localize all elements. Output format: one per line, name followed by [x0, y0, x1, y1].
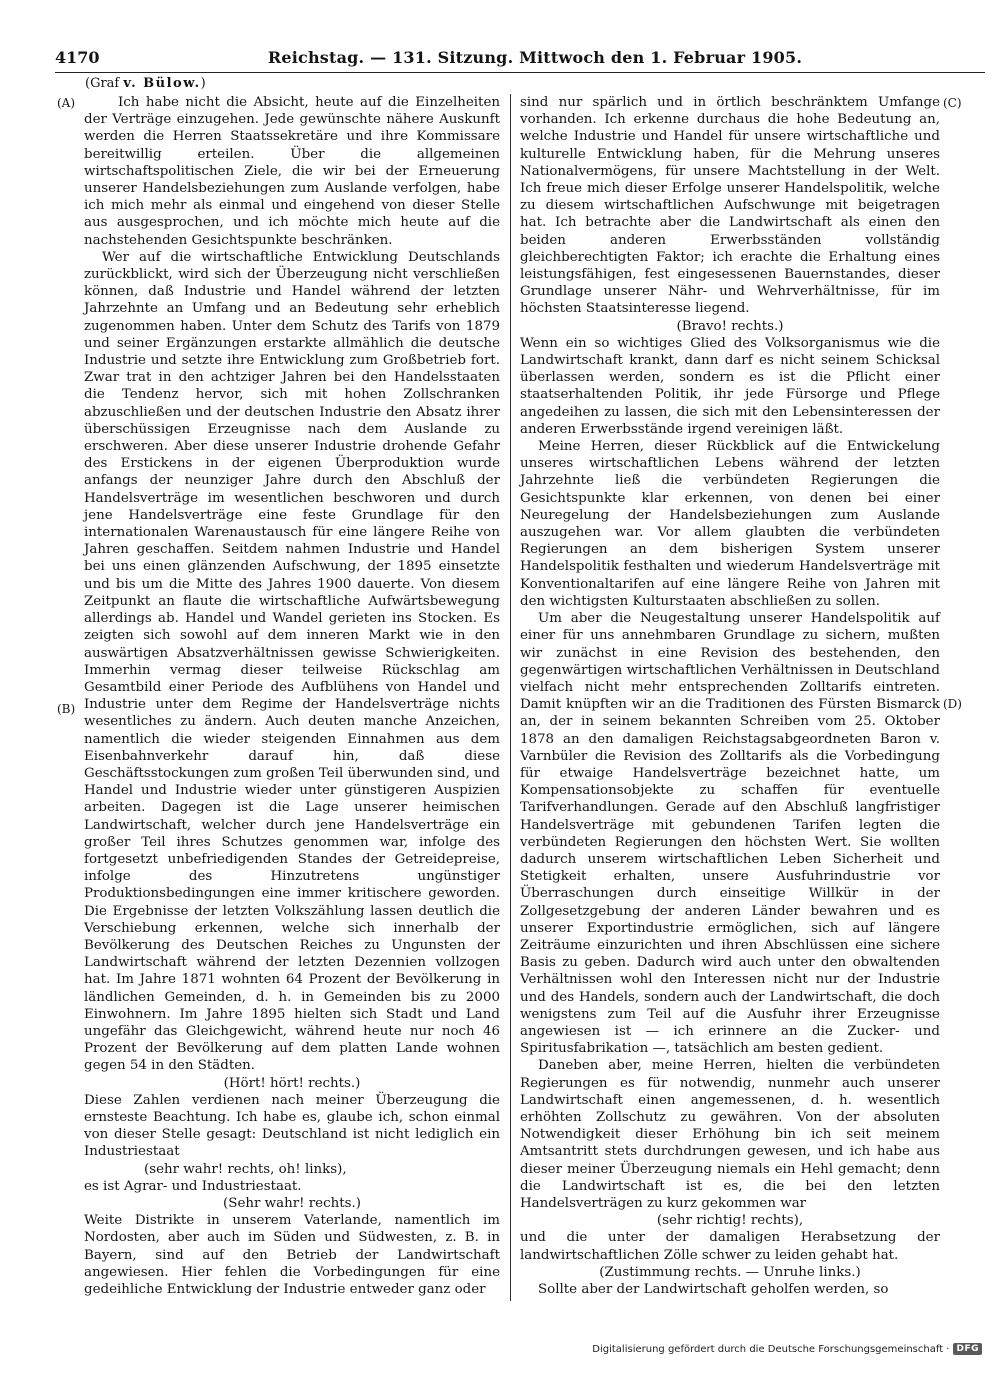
- speaker-suffix: ): [200, 76, 206, 91]
- footer-text: Digitalisierung gefördert durch die Deutsche Forschungsgemeinschaft ·: [592, 1343, 950, 1355]
- paragraph: und die unter der damaligen Herabsetzung der landwirtschaftlichen Zölle schwer zu leiden gehabt hat.: [520, 1230, 940, 1263]
- margin-mark-d: (D): [943, 697, 962, 711]
- paragraph: Wenn ein so wichtiges Glied des Volksorganismus wie die Landwirtschaft krankt, dann darf es nicht seinem Schicksal überlassen werden, sondern es ist die Pflicht einer staatserhaltenden Politik, ihr jede Fürsorge und Pflege angedeihen zu lassen, die sich mit den Lebensinteressen der anderen Erwerbsstände irgend vereinigen läßt.: [520, 335, 940, 437]
- paragraph: Ich habe nicht die Absicht, heute auf die Einzelheiten der Verträge einzugehen. Jede gewünschte nähere Auskunft werden die Herren Staatssekretäre und ihre Kommissare bereitwillig erteilen. Über die allgemeinen wirtschaftspolitischen Ziele, die wir bei der Erneuerung unserer Handelsbeziehungen zum Auslande verfolgen, habe ich mich mehr als einmal und eingehend von dieser Stelle aus ausgesprochen, und ich möchte mich heute auf die nachstehenden Gesichtspunkte beschränken.: [84, 95, 500, 248]
- interjection: (sehr wahr! rechts, oh! links),: [144, 1161, 347, 1177]
- paragraph: sind nur spärlich und in örtlich beschränktem Umfange vorhanden. Ich erkenne durchaus die hohe Bedeutung an, welche Industrie und Handel für unsere wirtschaftliche und kulturelle Entwicklung haben, für die Mehrung unseres Nationalvermögens, für unsere Machtstellung in der Welt. Ich freue mich dieser Erfolge unserer Handelspolitik, welche zu diesem wirtschaftlichen Aufschwunge mit beigetragen hat. Ich betrachte aber die Landwirtschaft als einen den beiden anderen Erwerbsständen vollständig gleichberechtigten Faktor; ich erachte die Erhaltung eines leistungsfähigen, fest eingesessenen Bauernstandes, dieser Grundlage unserer Nähr- und Wehrverhältnisse, für im höchsten Staatsinteresse liegend.: [520, 95, 940, 317]
- interjection: (Sehr wahr! rechts.): [223, 1196, 361, 1211]
- paragraph: Diese Zahlen verdienen nach meiner Überzeugung die ernsteste Beachtung. Ich habe es, glaube ich, schon einmal von dieser Stelle gesagt: Deutschland ist nicht lediglich ein Industriestaat: [84, 1092, 500, 1160]
- speaker-line: [85, 76, 206, 91]
- speaker-name: v. Bülow.: [123, 76, 201, 91]
- paragraph: Wer auf die wirtschaftliche Entwicklung Deutschlands zurückblickt, wird sich der Überzeugung nicht verschließen können, daß Industrie und Handel während der letzten Jahrzehnte an Umfang und an Bedeutung sehr erheblich zugenommen haben. Unter dem Schutz des Tarifs von 1879 und seiner Ergänzungen erstarkte allmählich die deutsche Industrie und setzte ihre Entwicklung zum Großbetrieb fort. Zwar trat in den achtziger Jahren bei den Handelsstaaten die Tendenz hervor, sich mit hohen Zollschranken abzuschließen und der deutschen Industrie den Absatz ihrer überschüssigen Erzeugnisse nach dem Auslande zu erschweren. Aber diese unserer Industrie drohende Gefahr des Erstickens in der eigenen Überproduktion wurde anfangs der neunziger Jahre durch den Abschluß der Handelsverträge im wesentlichen beschworen und durch jene Handelsverträge eine feste Grundlage für den internationalen Warenaustausch für eine längere Reihe von Jahren geschaffen. Seitdem nahmen Industrie und Handel bei uns einen glänzenden Aufschwung, der 1895 einsetzte und bis um die Mitte des Jahres 1900 dauerte. Von diesem Zeitpunkt an flaute die wirtschaftliche Aufwärtsbewegung allerdings ab. Handel und Wandel gerieten ins Stocken. Es zeigten sich sowohl auf dem inneren Markt wie in den auswärtigen Absatzverhältnissen gewisse Schwierigkeiten. Immerhin vermag dieser teilweise Rückschlag am Gesamtbild einer Periode des Aufblühens von Handel und Industrie unter dem Regime der Handelsverträge nichts wesentliches zu ändern. Auch deuten manche Anzeichen, namentlich die wieder steigenden Einnahmen aus dem Eisenbahnverkehr darauf hin, daß diese Geschäftsstockungen zum großen Teil überwunden sind, und Handel und Industrie wieder unter günstigeren Auspizien arbeiten. Dagegen ist die Lage unserer heimischen Landwirtschaft, welcher durch jene Handelsverträge ein großer Teil ihres Schutzes genommen war, infolge des fortgesetzt unbefriedigenden Standes der Getreidepreise, infolge des Hinzutretens ungünstiger Produktionsbedingungen eine immer kritischere geworden. Die Ergebnisse der letzten Volkszählung lassen deutlich die Verschiebung erkennen, welche sich innerhalb der Bevölkerung des Deutschen Reiches zu Ungunsten der Landwirtschaft während der letzten Dezennien vollzogen hat. Im Jahre 1871 wohnten 64 Prozent der Bevölkerung in ländlichen Gemeinden, d. h. in Gemeinden bis zu 2000 Einwohnern. Im Jahre 1895 hielten sich Stadt und Land ungefähr das Gleichgewicht, während heute nur noch 46 Prozent der Bevölkerung auf dem platten Lande wohnen gegen 54 in den Städten.: [84, 249, 500, 1074]
- paragraph: Um aber die Neugestaltung unserer Handelspolitik auf einer für uns annehmbaren Grundlage zu sichern, mußten wir zunächst in eine Revision des bestehenden, den gegenwärtigen wirtschaftlichen Verhältnissen in Deutschland vielfach nicht mehr entsprechenden Zolltarifs eintreten. Damit knüpften wir an die Traditionen des Fürsten Bismarck an, der in seinem bekannten Schreiben vom 25. Oktober 1878 an den damaligen Reichstagsabgeordneten Baron v. Varnbüler die Revision des Zolltarifs als die Vorbedingung für etwaige Handelsverträge bezeichnet hatte, um Kompensationsobjekte zu schaffen für eventuelle Tarifverhandlungen. Gerade auf den Abschluß langfristiger Handelsverträge mit gebundenen Tarifen legten die verbündeten Regierungen den höchsten Wert. Sie wollten dadurch unserem wirtschaftlichen Leben Sicherheit und Stetigkeit erhalten, unsere Ausfuhrindustrie vor Überraschungen durch einseitige Willkür in der Zollgesetzgebung der anderen Länder bewahren und es unserer Exportindustrie ermöglichen, sich auf längere Zeiträume einzurichten und ihren Abschlüssen eine sichere Basis zu geben. Dadurch wird auch unter den obwaltenden Verhältnissen wohl den Interessen nicht nur der Industrie und des Handels, sondern auch der Landwirtschaft, die doch wenigstens zum Teil auf die Ausfuhr ihrer Erzeugnisse angewiesen ist — ich erinnere an die Zucker- und Spiritusfabrikation —, tatsächlich am besten gedient.: [520, 611, 940, 1057]
- paragraph: Meine Herren, dieser Rückblick auf die Entwickelung unseres wirtschaftlichen Lebens während der letzten Jahrzehnte ließ die verbündeten Regierungen die Gesichtspunkte klar erkennen, von denen bei einer Neuregelung der Handelsbeziehungen zum Auslande auszugehen war. Vor allem glaubten die verbündeten Regierungen an dem bisherigen System unserer Handelspolitik festhalten und wiederum Handelsverträge mit Konventionaltarifen auf eine längere Reihe von Jahren mit den wichtigsten Kulturstaaten abschließen zu sollen.: [520, 439, 940, 609]
- interjection: (Zustimmung rechts. — Unruhe links.): [599, 1264, 861, 1280]
- margin-mark-a: (A): [57, 96, 76, 110]
- left-column: [84, 94, 500, 1298]
- right-column: [520, 94, 940, 1298]
- paragraph: es ist Agrar- und Industriestaat.: [84, 1178, 302, 1194]
- column-divider: [510, 94, 511, 1301]
- speaker-prefix: (Graf: [85, 76, 120, 91]
- paragraph: Weite Distrikte in unserem Vaterlande, namentlich im Nordosten, aber auch im Süden und Südwesten, z. B. in Bayern, sind auf den Betrieb der Landwirtschaft angewiesen. Hier fehlen die Vorbedingungen für eine gedeihliche Entwicklung der Industrie entweder ganz oder: [84, 1213, 500, 1298]
- margin-mark-c: (C): [943, 96, 962, 110]
- running-title: Reichstag. — 131. Sitzung. Mittwoch den 1. Februar 1905.: [267, 48, 803, 67]
- interjection: (Hört! hört! rechts.): [223, 1075, 361, 1091]
- dfg-logo-icon: DFG: [953, 1343, 982, 1355]
- page-header: [55, 46, 985, 73]
- paragraph: Sollte aber der Landwirtschaft geholfen werden, so: [538, 1282, 889, 1298]
- paragraph: Daneben aber, meine Herren, hielten die verbündeten Regierungen es für notwendig, nunmehr auch unserer Landwirtschaft einen angemessenen, d. h. wesentlich erhöhten Zollschutz zu gewähren. Von der absoluten Notwendigkeit dieser Erhöhung bin ich seit meinem Amtsantritt stets durchdrungen gewesen, und ich habe aus dieser meiner Überzeugung niemals ein Hehl gemacht; denn die Landwirtschaft ist es, die bei den letzten Handelsverträgen zu kurz gekommen war: [520, 1058, 940, 1211]
- interjection: (sehr richtig! rechts),: [656, 1213, 804, 1229]
- page-number: 4170: [55, 48, 100, 67]
- digitization-footer: [592, 1343, 982, 1355]
- margin-mark-b: (B): [57, 702, 76, 716]
- interjection: (Bravo! rechts.): [676, 318, 784, 334]
